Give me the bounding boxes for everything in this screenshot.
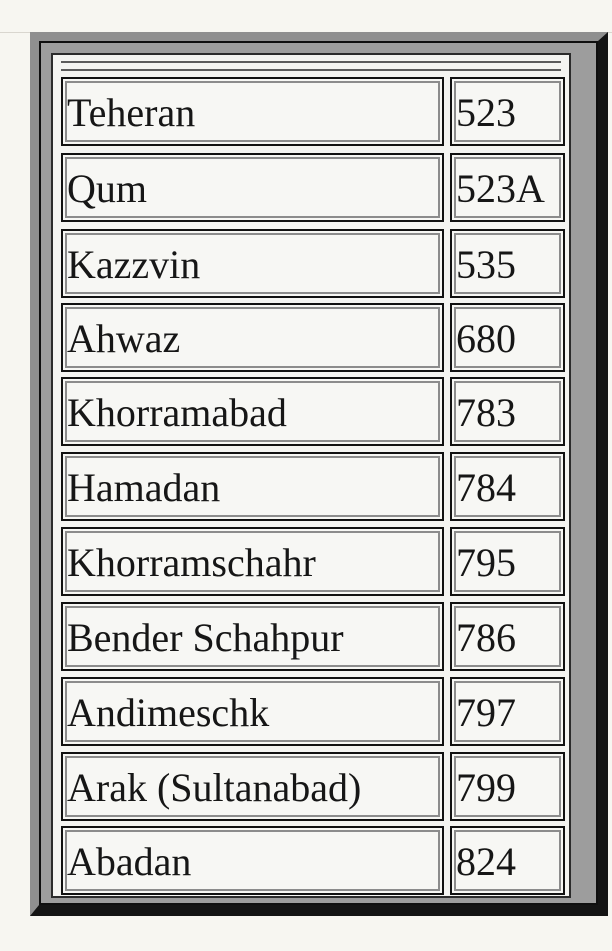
city-label: Khorramschahr (67, 540, 316, 585)
code-label: 523A (456, 166, 545, 211)
code-label: 535 (456, 242, 516, 287)
table-row (61, 677, 565, 746)
table-row (61, 452, 565, 521)
city-label: Teheran (67, 90, 196, 135)
city-cell (61, 677, 444, 746)
table-rows (61, 77, 565, 889)
city-label: Qum (67, 166, 147, 211)
table-row (61, 752, 565, 821)
code-label: 795 (456, 540, 516, 585)
city-cell (61, 452, 444, 521)
code-cell (450, 602, 565, 671)
code-cell (450, 77, 565, 146)
city-label: Ahwaz (67, 316, 181, 361)
city-label: Arak (Sultanabad) (67, 765, 362, 810)
code-cell (450, 303, 565, 372)
frame-inner (41, 43, 596, 903)
table-row (61, 826, 565, 895)
city-label: Abadan (67, 839, 192, 884)
city-code-table (51, 53, 571, 898)
city-label: Khorramabad (67, 390, 287, 435)
code-label: 523 (456, 90, 516, 135)
code-cell (450, 826, 565, 895)
table-row (61, 377, 565, 446)
code-label: 799 (456, 765, 516, 810)
code-cell (450, 752, 565, 821)
city-cell (61, 377, 444, 446)
table-row (61, 303, 565, 372)
code-label: 784 (456, 465, 516, 510)
city-cell (61, 153, 444, 222)
table-row (61, 229, 565, 298)
city-label: Hamadan (67, 465, 221, 510)
code-label: 797 (456, 690, 516, 735)
code-cell (450, 527, 565, 596)
code-label: 783 (456, 390, 516, 435)
code-cell (450, 229, 565, 298)
table-row (61, 153, 565, 222)
code-label: 786 (456, 615, 516, 660)
code-cell (450, 677, 565, 746)
city-cell (61, 752, 444, 821)
table-row (61, 602, 565, 671)
city-cell (61, 527, 444, 596)
table-row (61, 77, 565, 146)
table-row (61, 527, 565, 596)
code-cell (450, 153, 565, 222)
code-cell (450, 377, 565, 446)
city-label: Kazzvin (67, 242, 201, 287)
code-label: 824 (456, 839, 516, 884)
table-top-strip (61, 61, 561, 71)
city-cell (61, 229, 444, 298)
city-cell (61, 303, 444, 372)
city-label: Bender Schahpur (67, 615, 344, 660)
city-cell (61, 77, 444, 146)
table-frame (30, 32, 608, 916)
code-label: 680 (456, 316, 516, 361)
code-cell (450, 452, 565, 521)
city-cell (61, 826, 444, 895)
city-label: Andimeschk (67, 690, 270, 735)
city-cell (61, 602, 444, 671)
